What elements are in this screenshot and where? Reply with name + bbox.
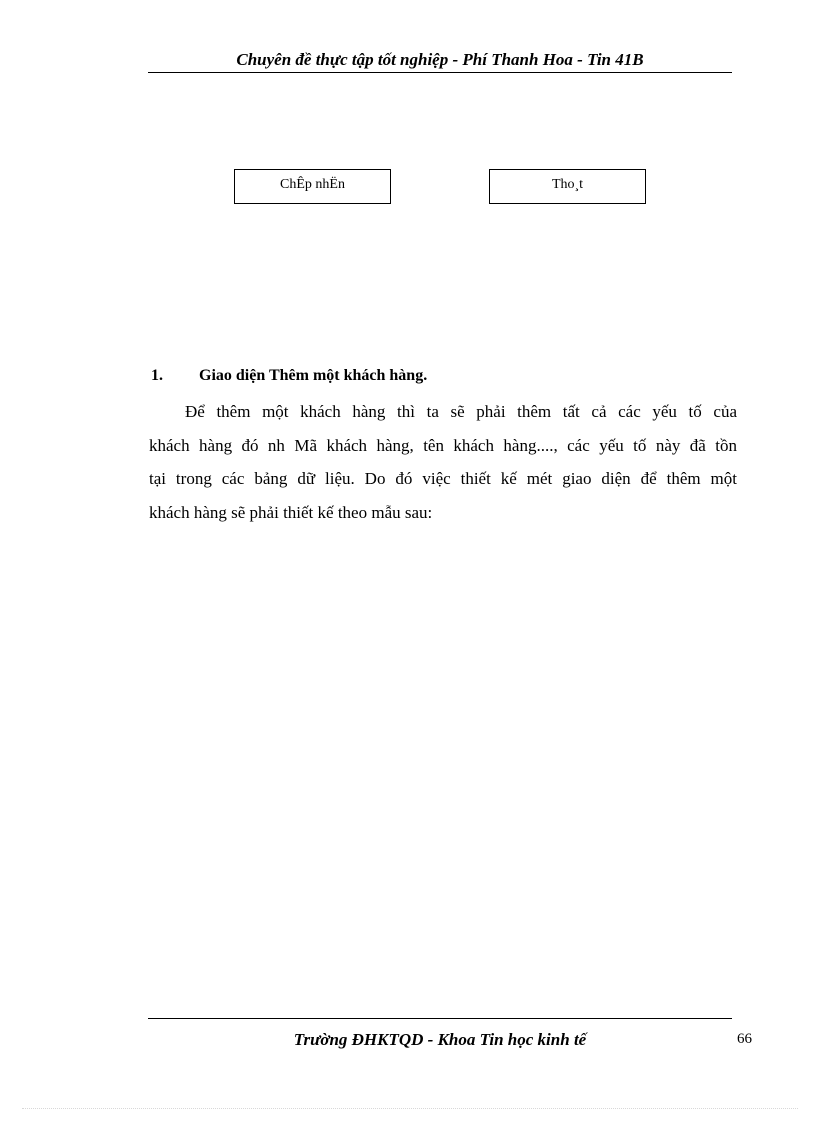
paragraph-line: khách hàng đó nh Mã khách hàng, tên khách hàng...., các yếu tố này đã tồn <box>149 435 737 455</box>
accept-button[interactable]: ChÊp nhËn <box>234 169 391 204</box>
exit-button[interactable]: Tho¸t <box>489 169 646 204</box>
paragraph-line: Để thêm một khách hàng thì ta sẽ phải thêm tất cả các yếu tố của <box>185 402 737 421</box>
section-heading <box>151 367 427 385</box>
footer-school: Trường ĐHKTQD - Khoa Tin học kinh tế <box>293 1030 587 1049</box>
page-header-title: Chuyên đề thực tập tốt nghiệp - Phí Thanh Hoa - Tin 41B <box>236 50 644 69</box>
header-divider <box>148 72 732 73</box>
page-edge-dotted-line <box>22 1108 798 1109</box>
paragraph-line: tại trong các bảng dữ liệu. Do đó việc thiết kế mét giao diện để thêm một <box>149 469 737 488</box>
section-number: 1. <box>151 367 163 384</box>
footer-divider <box>148 1018 732 1019</box>
body-paragraph <box>149 395 737 529</box>
paragraph-line: khách hàng sẽ phải thiết kế theo mẫu sau: <box>149 502 433 522</box>
page-number: 66 <box>737 1031 752 1047</box>
section-title: Giao diện Thêm một khách hàng. <box>199 367 428 384</box>
